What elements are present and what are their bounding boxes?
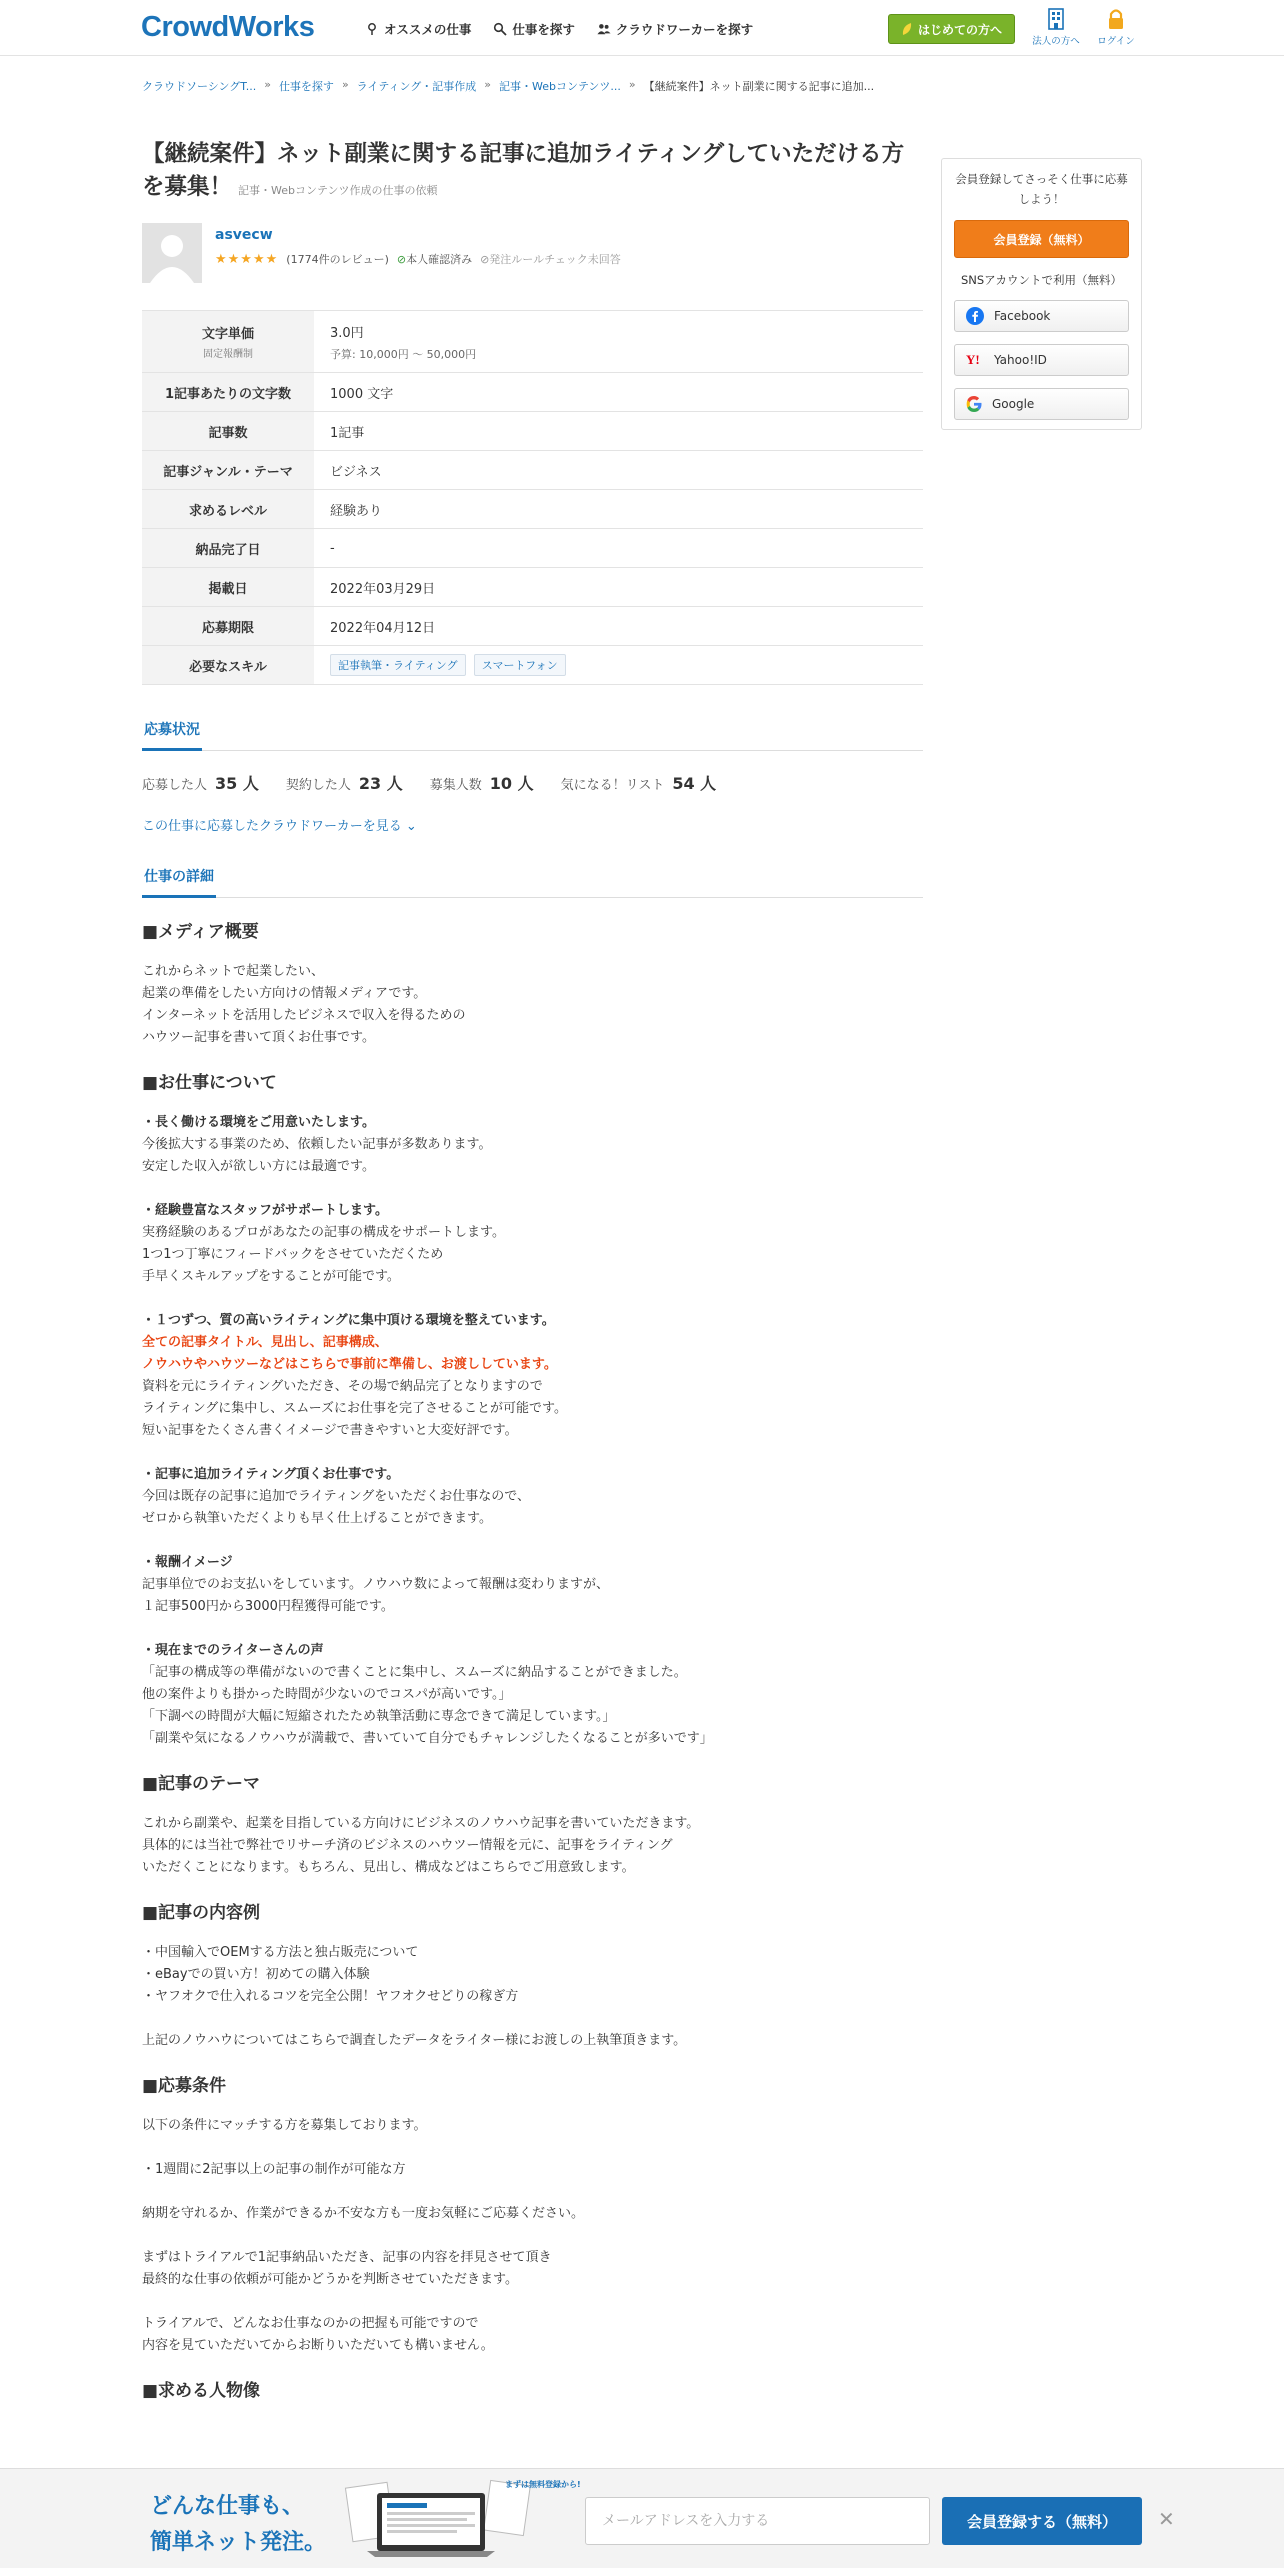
job-category: 記事・Webコンテンツ作成の仕事の依頼 [238,183,438,197]
signup-sidebar [941,158,1142,430]
status-heading: 応募状況 [142,721,923,751]
facebook-icon [966,307,984,325]
table-row: 納品完了日 - [142,529,923,568]
facebook-login-button[interactable]: Facebook [954,300,1129,332]
table-row: 1記事あたりの文字数 1000 文字 [142,373,923,412]
google-icon [966,396,982,412]
sns-label: SNSアカウントで利用（無料） [960,273,1123,287]
nav-find-jobs[interactable]: 仕事を探す [493,20,575,38]
rating-stars: ★★★★★ [215,251,279,267]
detail-heading: 仕事の詳細 [142,868,923,898]
check-circle-icon: ⊘ [396,253,407,267]
first-time-button[interactable]: はじめての方へ [888,14,1015,44]
rule-check-badge: ⊘発注ルールチェック未回答 [480,253,621,267]
job-title: 【継続案件】ネット副業に関する記事に追加ライティングしていただける方を募集！ 記事・Webコンテンツ作成の仕事の依頼 [142,141,905,200]
see-applicants-link[interactable]: この仕事に応募したクラウドワーカーを見る ⌄ [142,819,417,835]
google-login-button[interactable]: Google [954,388,1129,420]
avatar[interactable] [142,223,202,283]
register-button[interactable]: 会員登録（無料） [954,220,1129,258]
skill-tag[interactable]: スマートフォン [474,654,566,676]
application-stats [142,771,923,794]
budget: 予算: 10,000円 〜 50,000円 [330,347,477,361]
users-icon [597,22,611,36]
job-detail: ■メディア概要 これからネットで起業したい、 起業の準備をしたい方向けの情報メディアです。 インターネットを活用したビジネスで収入を得るための ハウツー記事を書いて頂くお仕事です。 ■お仕事について ・長く働ける環境をご用意いたします。 今後拡大する事業のため、依頼したい記事が多数あります。 安定した収入が欲しい方には最適です。 ・経験豊富なスタッフがサポートします。 実務経験のあるプロがあなたの記事の構成をサポートします。 1つ1つ丁寧にフィードバックをさせていただくため 手早くスキルアップをすることが可能です。 ・１つずつ、質の高いライティングに集中頂ける環境を整えています。 全ての記事タイトル、見出し、記事構成、 ノウハウやハウツーなどはこちらで事前に準備し、お渡ししています。 資料を元にライティングいただき、その場で納品完了となりますので ライティングに集中し、スムーズにお仕事を完了させることが可能です。 短い記事をたくさん書くイメージで書きやすいと大変好評です。 ・記事に追加ライティング頂くお仕事です。 今回は既存の記事に追加でライティングをいただくお仕事なので、 ゼロから執筆いただくよりも早く仕上げることができます。 ・報酬イメージ 記事単位でのお支払いをしています。ノウハウ数によって報酬は変わりますが、 １記事500円から3000円程獲得可能です。 ・現在までのライターさんの声 「記事の構成等の準備がないので書くことに集中し、スムーズに納品することができました。 他の案件よりも掛かった時間が少ないのでコスパが高いです。」 「下調べの時間が大幅に短縮されたため執筆活動に専念できて満足しています。」 「副業や気になるノウハウが満載で、書いていて自分でもチャレンジしたくなることが多いです」 ■記事のテーマ これから副業や、起業を目指している方向けにビジネスのノウハウ記事を書いていただきます。 具体的には当社で弊社でリサーチ済のビジネスのハウツー情報を元に、記事をライティング いただくことになります。もちろん、見出し、構成などはこちらでご用意致します。 ■記事の内容例 ・中国輸入でOEMする方法と独占販売について ・eBayでの買い方！初めての購入体験 ・ヤフオクで仕入れるコツを完全公開！ヤフオクせどりの稼ぎ方 上記のノウハウについてはこちらで調査したデータをライター様にお渡しの上執筆頂きます。 ■応募条件 以下の条件にマッチする方を募集しております。 ・1週間に2記事以上の記事の制作が可能な方 納期を守れるか、作業ができるか不安な方も一度お気軽にご応募ください。 まずはトライアルで1記事納品いただき、記事の内容を拝見させて頂き 最終的な仕事の依頼が可能かどうかを判断させていただきます。 トライアルで、どんなお仕事なのかの把握も可能ですので 内容を見ていただいてからお断りいただいても構いません。 ■求める人物像 [142,922,713,2402]
breadcrumb-item[interactable]: 記事・Webコンテンツ... [498,80,621,93]
stat-watchlist: 気になる！リスト 54 人 [560,774,717,794]
leaf-icon [901,22,913,36]
footer-register-button[interactable]: 会員登録する（無料） [942,2497,1142,2545]
free-signup-badge: まずは無料登録から! [505,2480,581,2489]
table-row: 求めるレベル 経験あり [142,490,923,529]
breadcrumb-current: 【継続案件】ネット副業に関する記事に追加... [643,80,875,93]
table-row: 記事ジャンル・テーマ ビジネス [142,451,923,490]
stat-contracted: 契約した人 23 人 [285,774,403,794]
chevron-down-circle-icon: ⌄ [405,819,417,835]
job-main [142,138,923,2420]
yahoo-icon: Y! [966,352,980,367]
email-input[interactable] [585,2497,930,2545]
identity-verified-badge: ⊘本人確認済み [396,253,473,267]
stat-applicants: 応募した人 35 人 [142,774,259,794]
login-link[interactable]: ログイン [1086,8,1146,47]
breadcrumb: クラウドソーシングT... » 仕事を探す » ライティング・記事作成 » 記事・Webコンテンツ... » 【継続案件】ネット副業に関する記事に追加... [142,78,875,93]
check-circle-icon: ⊘ [480,253,490,267]
site-header [0,0,1284,56]
search-icon [493,22,507,36]
stat-recruit: 募集人数 10 人 [429,774,534,794]
breadcrumb-item[interactable]: ライティング・記事作成 [356,80,477,93]
pin-icon [365,22,379,36]
crowdworks-logo[interactable]: CrowdWorks [141,11,315,43]
laptop-illustration [337,2477,581,2561]
footer-catchphrase: どんな仕事も、 簡単ネット発注。 [150,2494,327,2555]
unit-price: 3.0円 [330,325,364,341]
signup-footer-bar [0,2468,1284,2568]
close-icon[interactable]: ✕ [1158,2507,1175,2531]
corporate-link[interactable]: 法人の方へ [1026,8,1086,47]
building-icon [1046,8,1066,30]
nav-recommended[interactable]: オススメの仕事 [365,20,471,38]
table-row: 記事数 1記事 [142,412,923,451]
table-row: 文字単価 固定報酬制 3.0円 予算: 10,000円 〜 50,000円 [142,311,923,373]
yahoo-login-button[interactable]: Y! Yahoo!ID [954,344,1129,376]
table-row: 必要なスキル 記事執筆・ライティング スマートフォン [142,646,923,685]
review-count[interactable]: (1774件のレビュー) [286,253,389,267]
skill-tag[interactable]: 記事執筆・ライティング [330,654,466,676]
nav-find-workers[interactable]: クラウドワーカーを探す [597,20,753,38]
table-row: 掲載日 2022年03月29日 [142,568,923,607]
table-row: 応募期限 2022年04月12日 [142,607,923,646]
job-info-table [142,310,923,685]
lock-icon [1106,8,1126,30]
default-avatar-icon [142,223,202,283]
breadcrumb-item[interactable]: クラウドソーシングT... [142,80,257,93]
client-name[interactable]: asvecw [215,227,273,244]
breadcrumb-item[interactable]: 仕事を探す [278,80,334,93]
main-nav [365,20,753,38]
client-card [142,223,923,283]
sidebar-lead: 会員登録してさっそく仕事に応募しよう！ [955,172,1128,206]
